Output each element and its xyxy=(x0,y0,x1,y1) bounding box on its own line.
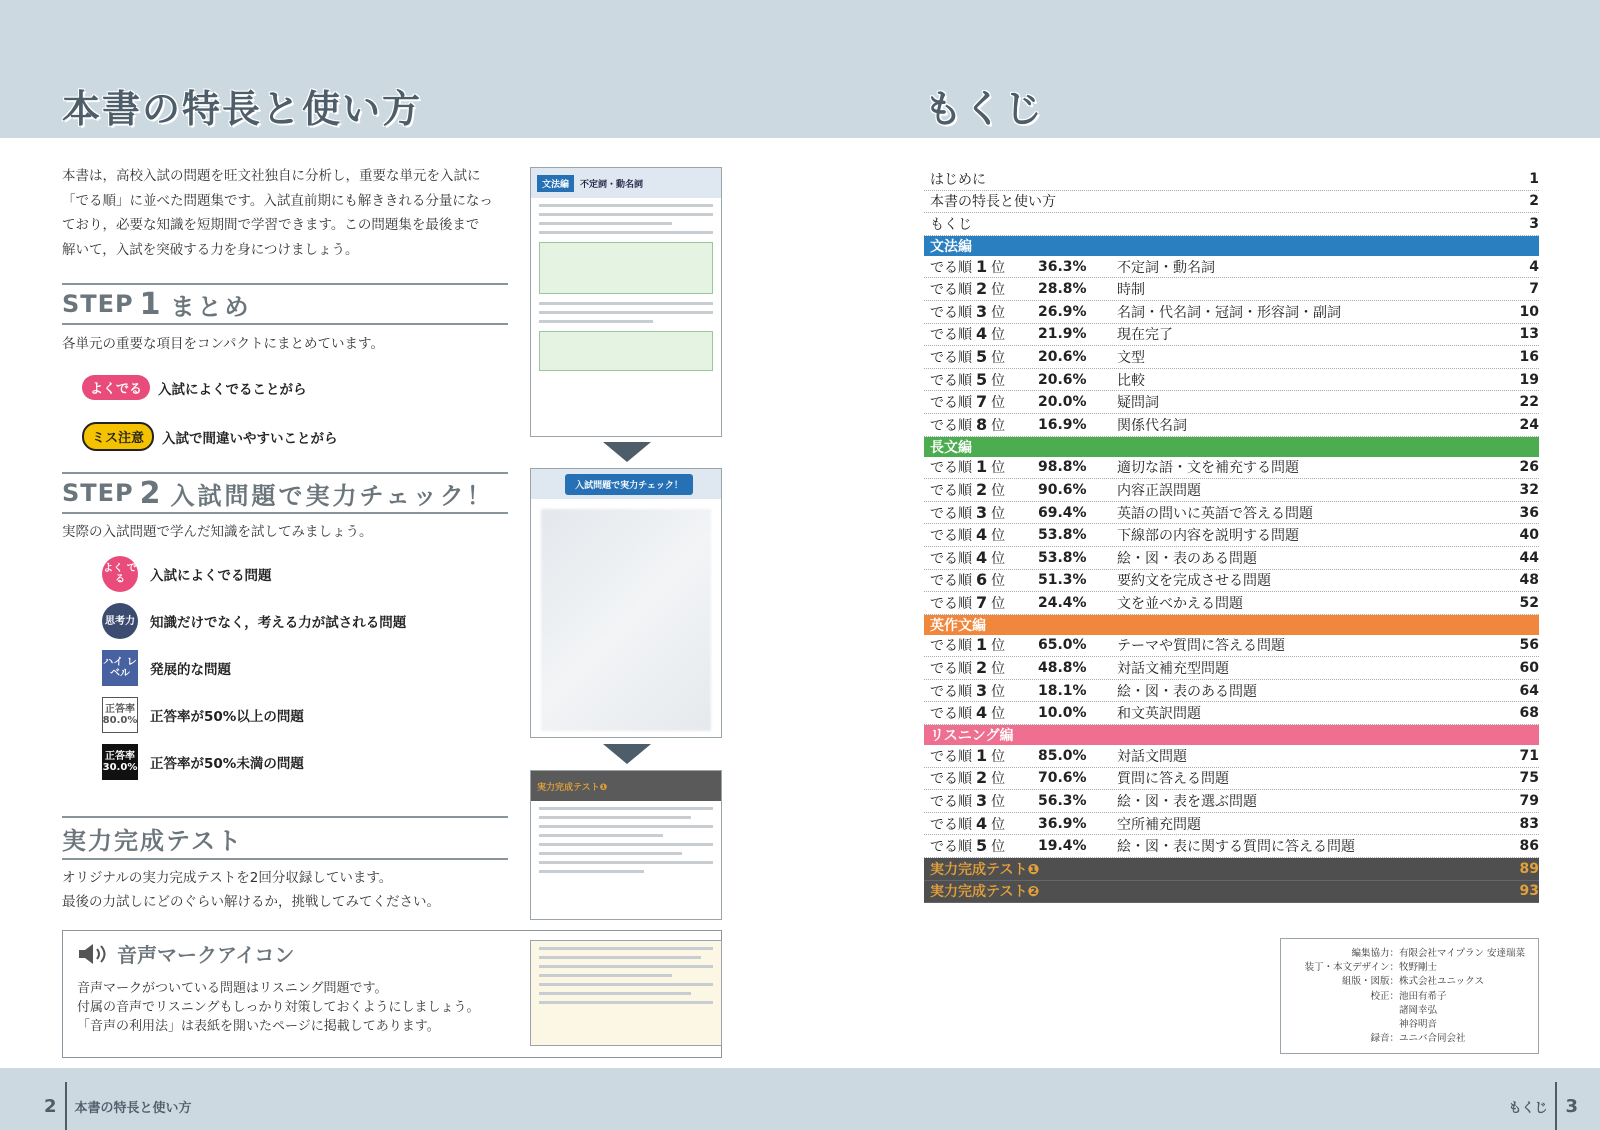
page-number: 2 xyxy=(44,1095,57,1117)
rank-label: でる順 8 位 xyxy=(930,414,1006,434)
sample-header xyxy=(531,168,721,198)
toc-page-number: 36 xyxy=(1519,504,1539,521)
step-number: 1 xyxy=(139,286,161,322)
footer-label: もくじ xyxy=(1508,1100,1548,1116)
rank-label: でる順 7 位 xyxy=(930,392,1006,412)
test-line: オリジナルの実力完成テストを2回分収録しています。 xyxy=(62,870,393,886)
rank-number: 3 xyxy=(976,791,988,811)
credit-name: 有限会社マイプラン 安達瑞菜 xyxy=(1399,948,1526,959)
toc-test-row[interactable] xyxy=(924,881,1539,904)
toc-entry-title: 対話文補充型問題 xyxy=(1117,661,1229,678)
toc-entry-title: 疑問詞 xyxy=(1117,395,1159,412)
toc-row[interactable] xyxy=(924,346,1539,369)
sample-page-check xyxy=(530,468,722,738)
credit-line xyxy=(1291,1032,1528,1046)
toc-page-number: 56 xyxy=(1519,637,1539,654)
rank-number: 1 xyxy=(976,745,988,765)
audio-title: 音声マークアイコン xyxy=(117,943,295,967)
sample-page-audio xyxy=(530,940,722,1046)
toc-page-number: 1 xyxy=(1529,170,1539,187)
toc-entry-title: 関係代名詞 xyxy=(1117,417,1187,434)
toc-page-number: 22 xyxy=(1519,394,1539,411)
rank-number: 2 xyxy=(976,279,988,299)
footer-divider xyxy=(1555,1082,1557,1130)
toc-page-number: 40 xyxy=(1519,527,1539,544)
toc-row[interactable] xyxy=(924,369,1539,392)
rank-label: でる順 4 位 xyxy=(930,525,1006,545)
rank-number: 2 xyxy=(976,479,988,499)
rank-number: 2 xyxy=(976,768,988,788)
sample-note-box xyxy=(539,242,713,294)
toc-row[interactable] xyxy=(924,414,1539,437)
rank-number: 4 xyxy=(976,324,988,344)
toc-row[interactable] xyxy=(924,191,1539,214)
legend-rate-low xyxy=(102,744,304,780)
step2-heading xyxy=(62,472,508,514)
rank-label: でる順 2 位 xyxy=(930,768,1006,788)
right-footer xyxy=(1508,1082,1578,1130)
toc-row[interactable] xyxy=(924,835,1539,858)
footer-divider xyxy=(65,1082,67,1130)
percentage: 20.0% xyxy=(1038,394,1087,411)
rank-number: 3 xyxy=(976,502,988,522)
percentage: 85.0% xyxy=(1038,747,1087,764)
toc-row[interactable] xyxy=(924,635,1539,658)
toc-row[interactable] xyxy=(924,213,1539,236)
toc-entry-title: 対話文問題 xyxy=(1117,748,1187,765)
toc-page-number: 19 xyxy=(1519,371,1539,388)
toc-page-number: 93 xyxy=(1519,883,1539,900)
audio-line: 音声マークがついている問題はリスニング問題です。 xyxy=(77,981,388,996)
toc-row[interactable] xyxy=(924,278,1539,301)
legend-frequent xyxy=(102,556,272,592)
legend-text: 知識だけでなく，考える力が試される問題 xyxy=(150,615,407,631)
toc-row[interactable] xyxy=(924,457,1539,480)
legend-yokuderu xyxy=(82,375,307,400)
percentage: 51.3% xyxy=(1038,572,1087,589)
left-footer xyxy=(44,1082,192,1130)
rank-label: でる順 5 位 xyxy=(930,369,1006,389)
step1-heading xyxy=(62,283,508,325)
toc-page-number: 4 xyxy=(1529,258,1539,275)
toc-row[interactable] xyxy=(924,592,1539,615)
audio-line: 付属の音声でリスニングもしっかり対策しておくようにしましょう。 xyxy=(77,1000,480,1015)
credit-role: 校正： xyxy=(1370,990,1399,1002)
test-heading: 実力完成テスト xyxy=(62,816,508,860)
speaker-icon xyxy=(77,942,109,966)
credit-line xyxy=(1291,975,1528,989)
toc-entry-title: はじめに xyxy=(930,171,986,188)
rank-number: 3 xyxy=(976,301,988,321)
toc-page-number: 89 xyxy=(1519,860,1539,877)
toc-row[interactable] xyxy=(924,745,1539,768)
percentage: 10.0% xyxy=(1038,705,1087,722)
toc-section-header: 文法編 xyxy=(924,236,1539,256)
percentage: 65.0% xyxy=(1038,637,1087,654)
toc-entry-title: 実力完成テスト❶ xyxy=(930,861,1040,878)
toc-entry-title: 文を並べかえる問題 xyxy=(1117,595,1243,612)
yokuderu-icon: よく でる xyxy=(102,556,138,592)
toc-row[interactable] xyxy=(924,680,1539,703)
down-arrow-icon xyxy=(603,442,651,462)
rank-number: 1 xyxy=(976,457,988,477)
toc-section-header: 英作文編 xyxy=(924,615,1539,635)
sample-text-lines xyxy=(531,204,721,234)
rank-label: でる順 5 位 xyxy=(930,346,1006,366)
rank-number: 5 xyxy=(976,346,988,366)
sample-text-lines xyxy=(531,302,721,323)
table-of-contents xyxy=(924,168,1539,903)
footer-label: 本書の特長と使い方 xyxy=(74,1100,192,1116)
toc-page-number: 60 xyxy=(1519,660,1539,677)
toc-page-number: 64 xyxy=(1519,682,1539,699)
credit-line xyxy=(1291,1004,1528,1018)
percentage: 16.9% xyxy=(1038,416,1087,433)
legend-text: 入試によくでることがら xyxy=(158,381,307,398)
rank-label: でる順 1 位 xyxy=(930,457,1006,477)
credit-name: ユニバ合同会社 xyxy=(1399,1033,1466,1045)
toc-page-number: 32 xyxy=(1519,481,1539,498)
rank-number: 5 xyxy=(976,369,988,389)
credit-name: 池田有希子 xyxy=(1399,990,1447,1002)
toc-entry-title: 英語の問いに英語で答える問題 xyxy=(1117,505,1313,522)
toc-page-number: 79 xyxy=(1519,793,1539,810)
toc-row[interactable] xyxy=(924,524,1539,547)
toc-entry-title: 文型 xyxy=(1117,349,1145,366)
legend-text: 入試によくでる問題 xyxy=(150,568,272,584)
sample-page-test xyxy=(530,770,722,920)
toc-page-number: 7 xyxy=(1529,281,1539,298)
toc-row[interactable] xyxy=(924,391,1539,414)
percentage: 98.8% xyxy=(1038,459,1087,476)
intro-paragraph xyxy=(62,164,512,262)
toc-page-number: 83 xyxy=(1519,815,1539,832)
audio-description xyxy=(77,979,479,1036)
percentage: 36.3% xyxy=(1038,258,1087,275)
credit-role: 編集協力： xyxy=(1351,948,1399,959)
toc-entry-title: もくじ xyxy=(930,216,972,233)
toc-entry-title: 絵・図・表を選ぶ問題 xyxy=(1117,794,1257,811)
percentage: 70.6% xyxy=(1038,770,1087,787)
toc-entry-title: 時制 xyxy=(1117,282,1145,299)
legend-text: 入試で間違いやすいことがら xyxy=(162,430,338,447)
percentage: 53.8% xyxy=(1038,549,1087,566)
toc-section-header: リスニング編 xyxy=(924,725,1539,745)
correct-rate-low-icon: 正答率 30.0% xyxy=(102,744,138,780)
right-page-title: もくじ xyxy=(924,87,1045,131)
percentage: 53.8% xyxy=(1038,527,1087,544)
credit-name: 諸岡幸弘 xyxy=(1399,1004,1438,1016)
toc-entry-title: 絵・図・表のある問題 xyxy=(1117,550,1257,567)
toc-entry-title: 空所補充問題 xyxy=(1117,816,1201,833)
legend-text: 正答率が50%以上の問題 xyxy=(150,709,304,725)
toc-entry-title: 不定詞・動名詞 xyxy=(1117,259,1215,276)
correct-rate-high-icon: 正答率 80.0% xyxy=(102,697,138,733)
percentage: 56.3% xyxy=(1038,793,1087,810)
toc-page-number: 71 xyxy=(1519,747,1539,764)
credit-role xyxy=(1291,1004,1399,1018)
sample-tag: 文法編 xyxy=(537,175,574,192)
toc-row[interactable] xyxy=(924,256,1539,279)
rank-number: 2 xyxy=(976,658,988,678)
toc-entry-title: 内容正誤問題 xyxy=(1117,482,1201,499)
toc-row[interactable] xyxy=(924,790,1539,813)
sample-note-box xyxy=(539,331,713,371)
toc-page-number: 86 xyxy=(1519,838,1539,855)
rank-label: でる順 3 位 xyxy=(930,502,1006,522)
rank-number: 3 xyxy=(976,680,988,700)
toc-row[interactable] xyxy=(924,547,1539,570)
toc-row[interactable] xyxy=(924,502,1539,525)
toc-entry-title: 絵・図・表のある問題 xyxy=(1117,683,1257,700)
sample-text-lines xyxy=(531,807,721,873)
miss-badge: ミス注意 xyxy=(82,422,154,451)
intro-line: 「でる順」に並べた問題集です。入試直前期にも解ききれる分量になっ xyxy=(62,192,493,209)
rank-number: 6 xyxy=(976,570,988,590)
percentage: 69.4% xyxy=(1038,504,1087,521)
legend-miss xyxy=(82,422,338,451)
rank-label: でる順 2 位 xyxy=(930,479,1006,499)
toc-page-number: 24 xyxy=(1519,416,1539,433)
percentage: 90.6% xyxy=(1038,481,1087,498)
sample-title: 実力完成テスト❶ xyxy=(537,782,608,793)
toc-page-number: 44 xyxy=(1519,549,1539,566)
toc-page-number: 13 xyxy=(1519,326,1539,343)
rank-number: 8 xyxy=(976,414,988,434)
rank-number: 1 xyxy=(976,256,988,276)
toc-section-header: 長文編 xyxy=(924,437,1539,457)
toc-entry-title: 和文英訳問題 xyxy=(1117,706,1201,723)
toc-entry-title: 現在完了 xyxy=(1117,327,1173,344)
rank-label: でる順 3 位 xyxy=(930,680,1006,700)
toc-row[interactable] xyxy=(924,479,1539,502)
rank-number: 7 xyxy=(976,392,988,412)
intro-line: ており，必要な知識を短期間で学習できます。この問題集を最後まで xyxy=(62,217,480,233)
sample-title: 不定詞・動名詞 xyxy=(580,179,644,190)
percentage: 24.4% xyxy=(1038,594,1087,611)
toc-entry-title: 名詞・代名詞・冠詞・形容詞・副詞 xyxy=(1117,304,1341,321)
sample-header xyxy=(531,469,721,499)
toc-row[interactable] xyxy=(924,324,1539,347)
rank-number: 1 xyxy=(976,635,988,655)
blurred-content xyxy=(541,509,711,731)
toc-page-number: 48 xyxy=(1519,572,1539,589)
step-label: STEP xyxy=(62,290,134,318)
rank-label: でる順 6 位 xyxy=(930,570,1006,590)
toc-entry-title: 要約文を完成させる問題 xyxy=(1117,573,1271,590)
footer-band xyxy=(0,1068,1600,1130)
step1-description: 各単元の重要な項目をコンパクトにまとめています。 xyxy=(62,336,384,352)
legend-text: 発展的な問題 xyxy=(150,662,231,678)
credit-name: 株式会社ユニックス xyxy=(1399,976,1485,988)
toc-row[interactable] xyxy=(924,657,1539,680)
toc-entry-title: 質問に答える問題 xyxy=(1117,771,1229,788)
legend-text: 正答率が50%未満の問題 xyxy=(150,756,304,772)
toc-row[interactable] xyxy=(924,702,1539,725)
toc-entry-title: テーマや質問に答える問題 xyxy=(1117,638,1285,655)
credit-role: 装丁・本文デザイン： xyxy=(1304,962,1399,974)
intro-line: 本書は，高校入試の問題を旺文社独自に分析し，重要な単元を入試に xyxy=(62,168,481,184)
step-number: 2 xyxy=(139,475,161,511)
rank-number: 4 xyxy=(976,703,988,723)
toc-page-number: 26 xyxy=(1519,459,1539,476)
toc-row[interactable] xyxy=(924,570,1539,593)
rank-label: でる順 2 位 xyxy=(930,279,1006,299)
sample-header xyxy=(531,771,721,801)
down-arrow-icon xyxy=(603,744,651,764)
credit-role xyxy=(1291,1018,1399,1032)
rank-label: でる順 4 位 xyxy=(930,813,1006,833)
rank-label: でる順 7 位 xyxy=(930,592,1006,612)
percentage: 26.9% xyxy=(1038,303,1087,320)
toc-entry-title: 適切な語・文を補充する問題 xyxy=(1117,460,1299,477)
sample-title: 入試問題で実力チェック！ xyxy=(565,474,693,495)
yokuderu-badge: よくでる xyxy=(82,375,150,400)
rank-label: でる順 5 位 xyxy=(930,836,1006,856)
rank-label: でる順 3 位 xyxy=(930,301,1006,321)
percentage: 21.9% xyxy=(1038,326,1087,343)
toc-entry-title: 下線部の内容を説明する問題 xyxy=(1117,528,1299,545)
credits-box xyxy=(1280,938,1539,1054)
test-description xyxy=(62,866,440,914)
rank-label: でる順 4 位 xyxy=(930,703,1006,723)
step2-description: 実際の入試問題で学んだ知識を試してみましょう。 xyxy=(62,524,373,540)
toc-page-number: 3 xyxy=(1529,215,1539,232)
test-line: 最後の力試しにどのぐらい解けるか，挑戦してみてください。 xyxy=(62,894,440,910)
credit-line xyxy=(1291,947,1528,961)
audio-line: 「音声の利用法」は表紙を開いたページに掲載してあります。 xyxy=(77,1019,440,1034)
toc-page-number: 2 xyxy=(1529,193,1539,210)
legend-rate-high xyxy=(102,697,304,733)
percentage: 19.4% xyxy=(1038,838,1087,855)
toc-test-row[interactable] xyxy=(924,858,1539,881)
percentage: 36.9% xyxy=(1038,815,1087,832)
percentage: 18.1% xyxy=(1038,682,1087,699)
toc-page-number: 52 xyxy=(1519,594,1539,611)
toc-row[interactable] xyxy=(924,768,1539,791)
intro-line: 解いて，入試を突破する力を身につけましょう。 xyxy=(62,241,359,258)
rank-label: でる順 1 位 xyxy=(930,745,1006,765)
left-page-title: 本書の特長と使い方 xyxy=(62,87,423,131)
toc-entry-title: 実力完成テスト❷ xyxy=(930,884,1040,901)
rank-number: 7 xyxy=(976,592,988,612)
sample-page-summary xyxy=(530,167,722,437)
toc-entry-title: 比較 xyxy=(1117,372,1145,389)
legend-thinking xyxy=(102,603,406,639)
toc-row[interactable] xyxy=(924,301,1539,324)
step-title: まとめ xyxy=(170,292,252,321)
rank-label: でる順 1 位 xyxy=(930,256,1006,276)
toc-row[interactable] xyxy=(924,168,1539,191)
rank-number: 4 xyxy=(976,813,988,833)
rank-number: 4 xyxy=(976,547,988,567)
legend-highlevel xyxy=(102,650,231,686)
sample-text-lines xyxy=(531,947,721,1004)
rank-label: でる順 4 位 xyxy=(930,547,1006,567)
toc-page-number: 68 xyxy=(1519,705,1539,722)
thinking-head-icon: 思考力 xyxy=(102,603,138,639)
credit-line xyxy=(1291,961,1528,975)
credit-line xyxy=(1291,990,1528,1004)
toc-entry-title: 本書の特長と使い方 xyxy=(930,194,1056,211)
rank-label: でる順 3 位 xyxy=(930,791,1006,811)
rank-number: 4 xyxy=(976,525,988,545)
page-number: 3 xyxy=(1565,1095,1578,1117)
credit-role: 録音： xyxy=(1370,1033,1399,1045)
credit-line xyxy=(1291,1018,1528,1032)
percentage: 20.6% xyxy=(1038,371,1087,388)
credit-name: 神谷明音 xyxy=(1399,1019,1438,1031)
toc-page-number: 16 xyxy=(1519,348,1539,365)
percentage: 48.8% xyxy=(1038,660,1087,677)
toc-row[interactable] xyxy=(924,813,1539,836)
toc-entry-title: 絵・図・表に関する質問に答える問題 xyxy=(1117,839,1355,856)
credit-name: 牧野剛士 xyxy=(1399,962,1438,974)
rank-label: でる順 2 位 xyxy=(930,658,1006,678)
percentage: 28.8% xyxy=(1038,281,1087,298)
rank-label: でる順 1 位 xyxy=(930,635,1006,655)
rank-number: 5 xyxy=(976,836,988,856)
percentage: 20.6% xyxy=(1038,348,1087,365)
toc-page-number: 75 xyxy=(1519,770,1539,787)
toc-page-number: 10 xyxy=(1519,303,1539,320)
credit-role: 組版・図版： xyxy=(1341,976,1399,988)
audio-heading xyxy=(77,939,294,968)
rank-label: でる順 4 位 xyxy=(930,324,1006,344)
step-title: 入試問題で実力チェック！ xyxy=(170,481,494,510)
high-level-icon: ハイ レベル xyxy=(102,650,138,686)
step-label: STEP xyxy=(62,479,134,507)
